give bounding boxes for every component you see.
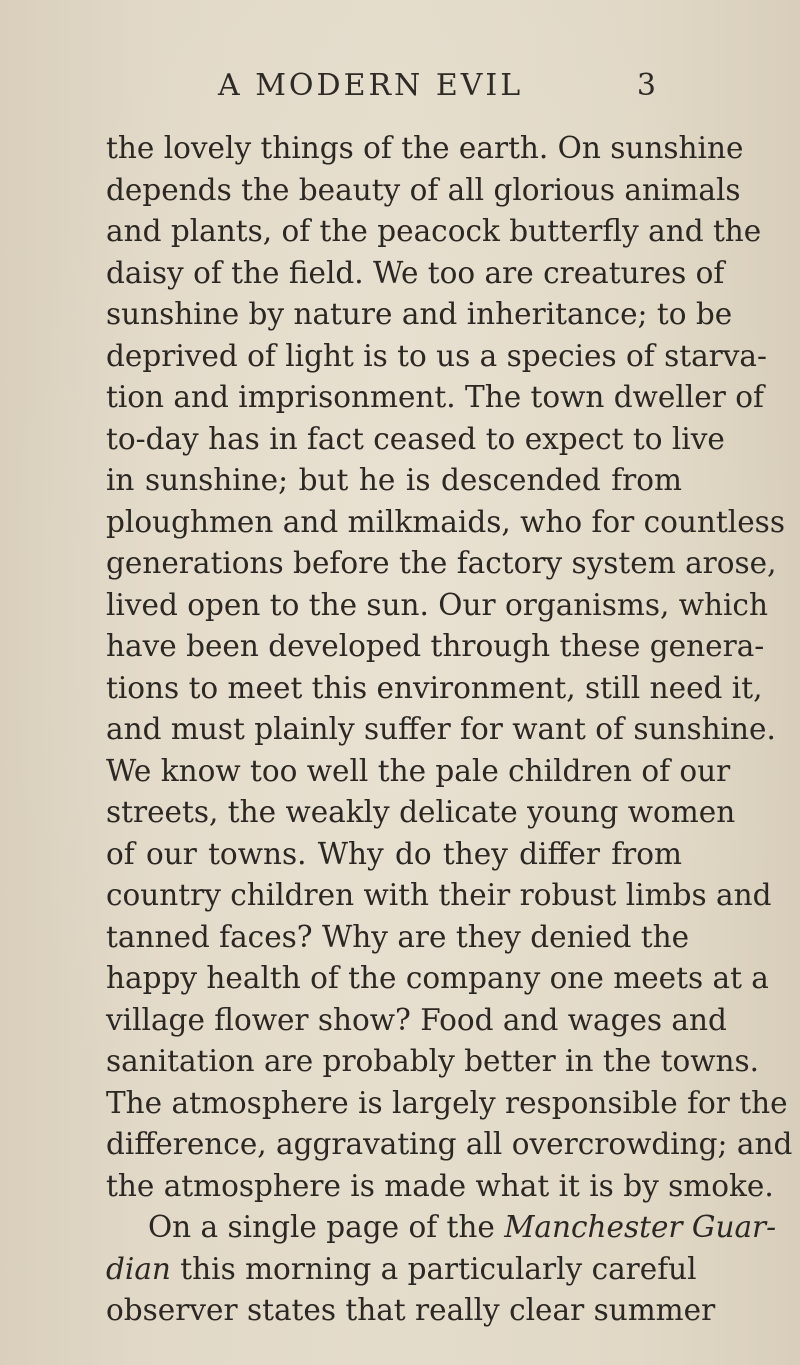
page-number: 3	[636, 68, 656, 103]
text-line: have been developed through these genera-	[106, 629, 765, 663]
text-line: tanned faces? Why are they denied the	[106, 919, 690, 954]
text-line: sunshine by nature and inheritance; to be	[106, 297, 733, 331]
text-line: depends the beauty of all glorious animals	[106, 172, 741, 207]
text-line: and plants, of the peacock butterfly and the	[106, 214, 762, 248]
text-line: in sunshine; but he is descended from	[106, 463, 682, 497]
text-line: tions to meet this environment, still need it,	[106, 670, 763, 705]
text-line: of our towns. Why do they differ from	[106, 836, 682, 871]
text-line: to-day has in fact ceased to expect to live	[106, 421, 725, 456]
text-line: lived open to the sun. Our organisms, which	[106, 587, 768, 622]
text-line: and must plainly suffer for want of sunshine.	[106, 712, 776, 746]
text-line: observer states that really clear summer	[106, 1293, 716, 1327]
body-text	[106, 128, 793, 1332]
text-line: happy health of the company one meets at a	[106, 961, 769, 995]
text-line: deprived of light is to us a species of starva-	[106, 338, 767, 373]
paragraph-start-line	[106, 1207, 777, 1249]
text-line: ploughmen and milkmaids, who for countless	[106, 504, 785, 539]
text-run: On a single page of the	[148, 1210, 505, 1244]
text-line: sanitation are probably better in the towns.	[106, 1044, 760, 1078]
text-run: this morning a particularly careful	[170, 1251, 697, 1286]
running-head	[218, 68, 656, 108]
text-line: daisy of the field. We too are creatures of	[106, 255, 725, 290]
text-line: generations before the factory system arose,	[106, 546, 777, 580]
text-line: village flower show? Food and wages and	[106, 1002, 727, 1037]
text-line: streets, the weakly delicate young women	[106, 795, 736, 829]
running-head-title: A MODERN EVIL	[218, 68, 524, 103]
text-line: We know too well the pale children of our	[106, 753, 731, 788]
text-line: The atmosphere is largely responsible for the	[106, 1085, 788, 1120]
text-line: the lovely things of the earth. On sunshine	[106, 131, 744, 165]
newspaper-title: Manchester Guar-	[504, 1210, 777, 1244]
text-line	[106, 1249, 697, 1291]
text-line: country children with their robust limbs and	[106, 878, 772, 912]
text-line: tion and imprisonment. The town dweller of	[106, 380, 764, 414]
newspaper-title-continued: dian	[106, 1251, 171, 1286]
paragraph-end-line: the atmosphere is made what it is by smoke.	[106, 1168, 774, 1203]
text-line: difference, aggravating all overcrowding; and	[106, 1127, 793, 1161]
